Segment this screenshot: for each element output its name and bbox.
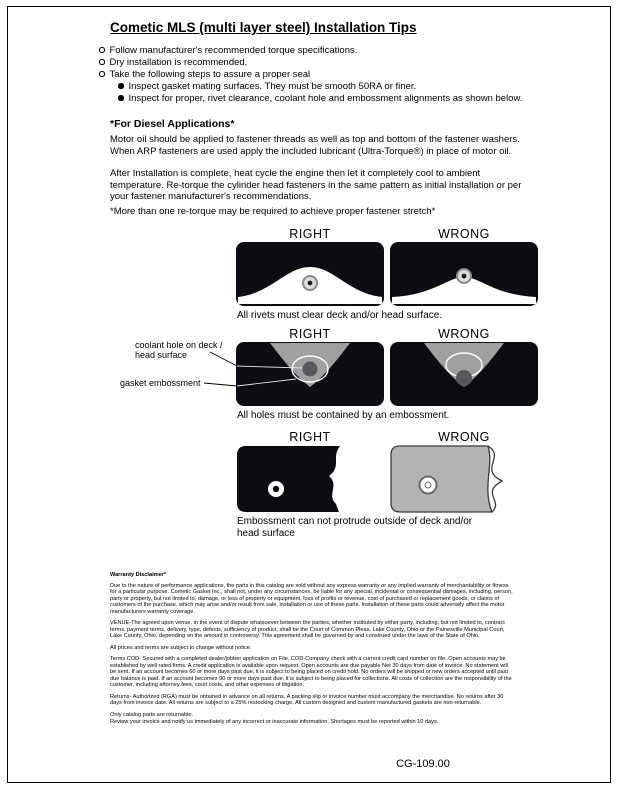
legal-paragraph: Review your invoice and notify us immediately of any incorrect or inaccurate information. Shortages must be reported within 10 days. [110, 719, 439, 725]
row3-right-label: RIGHT [289, 430, 331, 444]
tip-item-text: Take the following steps to assure a proper seal [109, 68, 311, 80]
page-code: CG-109.00 [396, 758, 450, 770]
legal-paragraph: Due to the nature of performance applications, the parts in this catalog are sold without any express warranty or any implied warranty of merchantability or fitness for a particular purpose. Cometic Gasket Inc., shall not, under any circumstances, be liable for any special, incidental or consequential damages, including, person, party or property, but not limited to, damage, or loss of property or equipment, loss of profits or revenue, cost of purchased or replacement goods, or claims of customers of the purchase, which may arise and/or result from sale, installation or use of these parts. Installation of these parts could adversely affect the motor manufacturers warranty coverage. [110, 582, 513, 615]
tip-item [99, 44, 544, 56]
row2-wrong-label: WRONG [438, 327, 490, 341]
tip-item [99, 56, 544, 68]
row2-right-label: RIGHT [289, 327, 331, 341]
page-title: Cometic MLS (multi layer steel) Installation Tips [110, 20, 417, 35]
warranty-disclaimer-heading: Warranty Disclaimer* [110, 572, 167, 578]
embossment-containment-right-diagram [236, 342, 384, 406]
bullet-circle-icon [99, 47, 105, 53]
tip-subitem [118, 80, 544, 92]
protrusion-right-diagram [236, 445, 384, 513]
row1-wrong-label: WRONG [438, 227, 490, 241]
tip-subitem [118, 92, 544, 104]
row2-caption: All holes must be contained by an embossment. [237, 410, 450, 421]
tip-item-text: Dry installation is recommended. [109, 56, 248, 68]
annotation-connector-lines [196, 340, 240, 396]
bullet-dot-icon [118, 83, 124, 89]
rivet-clearance-right-diagram [236, 242, 384, 306]
protrusion-wrong-diagram [390, 445, 538, 513]
embossment-containment-wrong-diagram [390, 342, 538, 406]
tip-item-text: Follow manufacturer's recommended torque specifications. [109, 44, 358, 56]
bullet-circle-icon [99, 59, 105, 65]
tip-item [99, 68, 544, 80]
row1-right-label: RIGHT [289, 227, 331, 241]
gasket-embossment-annotation: gasket embossment [120, 378, 201, 388]
installation-tips-list [99, 44, 544, 104]
diesel-applications-heading: *For Diesel Applications* [110, 118, 235, 130]
legal-paragraph: Terms COD- Secured with a completed dealer/jobber application on File, COD-Company check with a current credit card number on file. Open accounts may be established by well rated firms. A credit application is available upon request. Open accounts are due payable Net 30 days from date of invoice. No statement will be sent. If an account becomes 60 or more days past due, it is subject to being placed on credit hold. No orders will be shipped or new orders accepted until past due balance is paid. If an account becomes 90 or more days past due, it is subject to being placed for collections. All costs of collection are the responsibility of the customer, including attorney fees, court costs, and other expenses of litigation. [110, 656, 512, 688]
legal-paragraph: Only catalog parts are returnable. [110, 711, 194, 718]
tip-subitem-text: Inspect for proper, rivet clearance, coolant hole and embossment alignments as shown below. [128, 92, 523, 104]
legal-paragraph: Returns- Authorized (RGA) must be obtained in advance on all returns. A packing slip or invoice number must accompany the merchandise. No returns after 30 days from invoice date. All returns are subject to a 25% restocking charge. All custom designed and custom manufactured gaskets are non-returnable. [110, 693, 504, 706]
row1-caption: All rivets must clear deck and/or head surface. [237, 310, 443, 321]
legal-paragraph: VENUE-The agreed upon venue, in the event of dispute whatsoever between the parties, whether instituted by either party, including, but not limited to, contract terms, payment terms, delivery, type, defects, sufficiency of product, shall be the Court of Common Pleas, Lake County, Ohio or the Painesville Municipal Court, Lake County, Ohio, depending on the amount in controversy. This agreement shall be governed by and construed under the laws of the State of Ohio. [110, 620, 505, 639]
diesel-paragraph-2: After Installation is complete, heat cycle the engine then let it completely cool to ambient temperature. Re-torque the cylinder head fasteners in the same pattern as initial installation or per your fastener manufacturer's recommendations. [110, 168, 522, 202]
coolant-hole-annotation: coolant hole on deck / head surface [135, 340, 223, 360]
legal-disclaimer-block [110, 572, 514, 731]
diesel-paragraph-1: Motor oil should be applied to fastener threads as well as top and bottom of the fastener washers. When ARP fasteners are used apply the included lubricant (Ultra-Torque®) in place of motor oil. [110, 134, 520, 157]
row3-caption: Embossment can not protrude outside of deck and/or head surface [237, 516, 473, 539]
row3-wrong-label: WRONG [438, 430, 490, 444]
legal-paragraph: All prices and terms are subject to change without notice. [110, 644, 252, 651]
rivet-clearance-wrong-diagram [390, 242, 538, 306]
bullet-dot-icon [118, 95, 124, 101]
bullet-circle-icon [99, 71, 105, 77]
retorque-note: *More than one re-torque may be required to achieve proper fastener stretch* [110, 206, 436, 217]
tip-subitem-text: Inspect gasket mating surfaces. They must be smooth 50RA or finer. [128, 80, 417, 92]
